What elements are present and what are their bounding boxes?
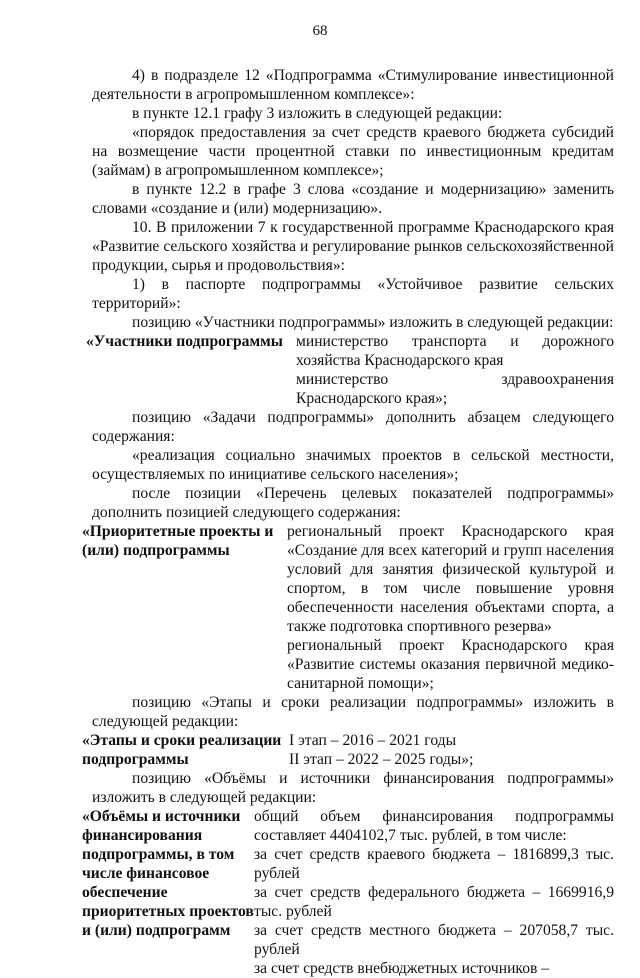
paragraph: позицию «Задачи подпрограммы» дополнить абзацем следующего содержания: <box>92 409 614 445</box>
paragraph: в пункте 12.2 в графе 3 слова «создание и модернизацию» заменить словами «создание и (или) модернизацию». <box>92 181 614 217</box>
paragraph: позицию «Участники подпрограммы» изложить в следующей редакции: <box>132 314 614 331</box>
paragraph: «реализация социально значимых проектов в сельской местности, осуществляемых по инициативе сельского населения»; <box>92 447 614 483</box>
participants-position <box>86 332 614 408</box>
paragraph: «порядок предоставления за счет средств краевого бюджета субсидий на возмещение части процентной ставки по инвестиционным кредитам (займам) в агропромышленном комплексе»; <box>92 124 614 179</box>
participants-label: «Участники подпрограммы <box>86 333 283 350</box>
document-body <box>82 66 614 978</box>
stage-item: II этап – 2022 – 2025 годы»; <box>289 751 474 768</box>
paragraph: позицию «Объёмы и источники финансирования подпрограммы» изложить в следующей редакции: <box>92 770 614 806</box>
stage-item: I этап – 2016 – 2021 годы <box>289 732 457 749</box>
priority-position <box>82 522 614 693</box>
funding-label: «Объёмы и источники финансирования подпрограммы, в том числе финансовое обеспечение приоритетных проектов и (или) подпрограмм <box>82 808 254 939</box>
paragraph: после позиции «Перечень целевых показателей подпрограммы» дополнить позицией следующего содержания: <box>92 485 614 521</box>
paragraph: 1) в паспорте подпрограммы «Устойчивое развитие сельских территорий»: <box>92 276 614 312</box>
stages-position <box>82 731 614 769</box>
stages-value <box>289 731 614 769</box>
priority-item: региональный проект Краснодарского края «Создание для всех категорий и групп населения условий для занятия физической культурой и спортом, в том числе повышение уровня обеспеченности населения объектами спорта, а также подготовка спортивного резерва» <box>287 523 614 635</box>
funding-item: за счет средств федерального бюджета – 1669916,9 тыс. рублей <box>254 884 614 920</box>
funding-item: за счет средств внебюджетных источников – <box>254 960 550 977</box>
funding-value <box>254 807 614 978</box>
paragraph: 4) в подразделе 12 «Подпрограмма «Стимулирование инвестиционной деятельности в агропромышленном комплексе»: <box>92 67 614 103</box>
funding-item: за счет средств местного бюджета – 207058,7 тыс. рублей <box>254 922 614 958</box>
participant-item: министерство транспорта и дорожного хозяйства Краснодарского края <box>296 333 614 369</box>
priority-item: региональный проект Краснодарского края «Развитие системы оказания первичной медико-санитарной помощи»; <box>287 637 614 692</box>
funding-item: за счет средств краевого бюджета – 1816899,3 тыс. рублей <box>254 846 614 882</box>
priority-value <box>287 522 614 693</box>
paragraph: позицию «Этапы и сроки реализации подпрограммы» изложить в следующей редакции: <box>92 694 614 730</box>
page-number: 68 <box>312 23 328 39</box>
paragraph: 10. В приложении 7 к государственной программе Краснодарского края «Развитие сельского хозяйства и регулирование рынков сельскохозяйственной продукции, сырья и продовольствия»: <box>92 219 614 274</box>
funding-position <box>82 807 614 978</box>
funding-item: общий объем финансирования подпрограммы составляет 4404102,7 тыс. рублей, в том числе: <box>254 808 614 844</box>
participants-value <box>296 332 614 408</box>
participant-item: министерство здравоохранения Краснодарского края»; <box>296 371 614 407</box>
priority-label: «Приоритетные проекты и (или) подпрограммы <box>82 523 274 559</box>
stages-label: «Этапы и сроки реализации подпрограммы <box>82 732 282 768</box>
paragraph: в пункте 12.1 графу 3 изложить в следующей редакции: <box>132 105 503 122</box>
